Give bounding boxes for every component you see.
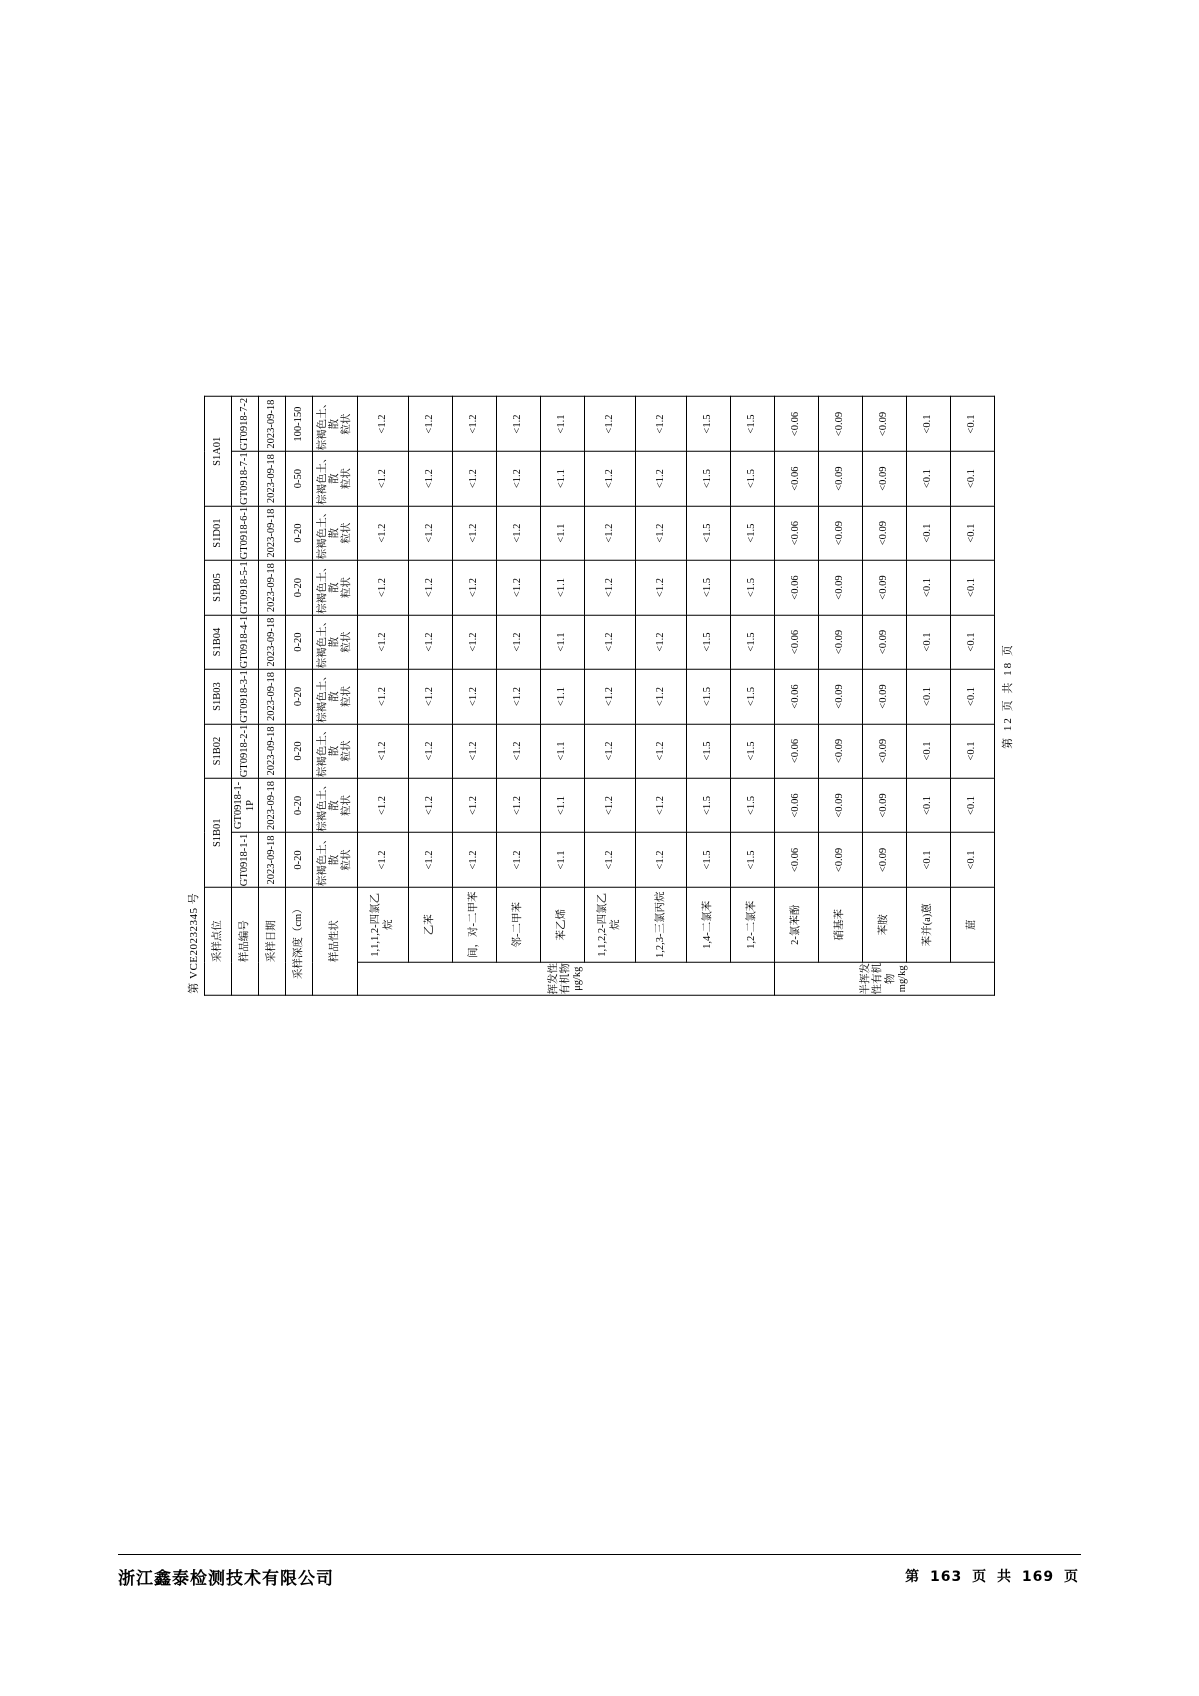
- result-value: <1.2: [584, 778, 635, 832]
- state-line-1: 棕褐色土、散: [316, 670, 340, 723]
- group-line-1: 挥发性: [547, 963, 559, 995]
- header-row-depth: [285, 397, 312, 996]
- result-value: <0.09: [862, 778, 906, 832]
- result-value: <1.2: [408, 451, 452, 505]
- result-value: <1.2: [452, 506, 496, 560]
- result-value: <1.5: [730, 451, 774, 505]
- result-value: <0.1: [950, 669, 994, 723]
- result-value: <1.2: [584, 506, 635, 560]
- result-value: <1.5: [730, 397, 774, 452]
- result-value: <0.06: [774, 833, 818, 887]
- state-line-2: 粒状: [340, 686, 352, 708]
- result-value: <1.2: [635, 778, 686, 832]
- analyte-name: 1,2-二氯苯: [730, 887, 774, 962]
- result-value: <1.2: [496, 451, 540, 505]
- result-value: <1.2: [408, 615, 452, 669]
- analyte-name: 1,4-二氯苯: [686, 887, 730, 962]
- state-line-1: 棕褐色土、散: [316, 506, 340, 560]
- result-value: <1.2: [496, 506, 540, 560]
- state-line-1: 棕褐色土、散: [316, 561, 340, 614]
- point-s1b03: S1B03: [204, 669, 231, 723]
- result-value: <0.1: [906, 506, 950, 560]
- analyte-name: 苯并(a)蒽: [906, 887, 950, 962]
- result-value: <0.1: [950, 833, 994, 887]
- result-value: <0.1: [950, 506, 994, 560]
- result-value: <0.1: [906, 451, 950, 505]
- state-line-2: 粒状: [340, 740, 352, 762]
- sample-no-5: GT0918-4-1: [231, 615, 258, 669]
- result-value: <1.2: [357, 397, 408, 452]
- state-line-2: 粒状: [340, 577, 352, 599]
- result-value: <1.2: [635, 397, 686, 452]
- state-line-2: 粒状: [340, 849, 352, 871]
- result-value: <0.1: [906, 778, 950, 832]
- date-3: 2023-09-18: [258, 724, 285, 778]
- row-header-state: 样品性状: [312, 887, 357, 995]
- result-value: <1.5: [686, 669, 730, 723]
- result-value: <1.2: [452, 397, 496, 452]
- result-value: <1.2: [452, 669, 496, 723]
- result-value: <0.06: [774, 724, 818, 778]
- point-s1b05: S1B05: [204, 560, 231, 614]
- sample-no-3: GT0918-2-1: [231, 724, 258, 778]
- result-value: <1.2: [584, 724, 635, 778]
- point-s1a01: S1A01: [204, 397, 231, 506]
- state-line-1: 棕褐色土、散: [316, 452, 340, 505]
- result-value: <1.2: [452, 724, 496, 778]
- result-value: <1.5: [730, 615, 774, 669]
- row-header-depth: 采样深度（cm）: [285, 887, 312, 995]
- group-line-2: 性有机: [871, 963, 883, 995]
- analyte-name: 间，对-二甲苯: [452, 887, 496, 962]
- result-value: <1.2: [584, 451, 635, 505]
- table-row: [906, 397, 950, 996]
- analyte-name: 苯乙烯: [540, 887, 584, 962]
- result-value: <1.2: [635, 833, 686, 887]
- sample-no-1: GT0918-1-1: [231, 833, 258, 887]
- result-value: <1.2: [496, 724, 540, 778]
- result-value: <0.1: [950, 778, 994, 832]
- table-row: [774, 397, 818, 996]
- sample-results-table: [204, 396, 995, 996]
- result-value: <0.09: [862, 615, 906, 669]
- analyte-name: 1,1,1,2-四氯乙烷: [357, 887, 408, 962]
- result-value: <1.2: [496, 615, 540, 669]
- result-value: <1.2: [408, 397, 452, 452]
- analyte-name: 1,1,2,2-四氯乙烷: [584, 887, 635, 962]
- result-value: <0.1: [906, 669, 950, 723]
- group-label-svoc: [774, 962, 994, 995]
- depth-9: 100-150: [285, 397, 312, 452]
- result-value: <1.2: [584, 560, 635, 614]
- state-line-1: 棕褐色土、散: [316, 615, 340, 669]
- result-value: <1.5: [686, 560, 730, 614]
- depth-6: 0-20: [285, 560, 312, 614]
- table-row: [818, 397, 862, 996]
- result-value: <1.1: [540, 724, 584, 778]
- result-value: <1.5: [686, 615, 730, 669]
- page-note: 第 12 页 共 18 页: [1001, 643, 1014, 749]
- analyte-name: 苯胺: [862, 887, 906, 962]
- state-3: [312, 724, 357, 778]
- date-8: 2023-09-18: [258, 451, 285, 505]
- state-line-1: 棕褐色土、散: [316, 397, 340, 451]
- result-value: <1.1: [540, 451, 584, 505]
- result-value: <1.5: [686, 724, 730, 778]
- result-value: <0.09: [862, 724, 906, 778]
- result-value: <1.2: [357, 669, 408, 723]
- date-9: 2023-09-18: [258, 397, 285, 452]
- result-value: <1.2: [357, 615, 408, 669]
- result-value: <0.06: [774, 669, 818, 723]
- header-row-state: [312, 397, 357, 996]
- row-header-date: 采样日期: [258, 887, 285, 995]
- result-value: <1.1: [540, 397, 584, 452]
- page-footer: [0, 1554, 1199, 1600]
- table-row: [635, 397, 686, 996]
- result-value: <1.2: [496, 560, 540, 614]
- result-value: <1.5: [730, 560, 774, 614]
- group-line-4: mg/kg: [896, 965, 908, 993]
- page-suffix: 页: [1064, 1569, 1079, 1585]
- group-line-1: 半挥发: [859, 963, 871, 995]
- result-value: <0.09: [818, 778, 862, 832]
- point-s1b04: S1B04: [204, 615, 231, 669]
- result-value: <1.2: [408, 560, 452, 614]
- result-value: <1.5: [686, 397, 730, 452]
- result-value: <0.06: [774, 451, 818, 505]
- state-line-2: 粒状: [340, 631, 352, 653]
- result-value: <1.2: [584, 669, 635, 723]
- result-value: <1.5: [730, 833, 774, 887]
- state-9: [312, 397, 357, 452]
- group-line-2: 有机物: [559, 963, 571, 995]
- result-value: <0.09: [862, 833, 906, 887]
- footer-pagination: [903, 1566, 1081, 1586]
- result-value: <1.2: [357, 451, 408, 505]
- result-value: <1.2: [635, 615, 686, 669]
- analyte-name: 乙苯: [408, 887, 452, 962]
- result-value: <1.2: [357, 778, 408, 832]
- point-s1d01: S1D01: [204, 506, 231, 560]
- footer-company-name: 浙江鑫泰检测技术有限公司: [118, 1569, 334, 1589]
- group-line-3: μg/kg: [571, 966, 583, 991]
- page-mid: 页: [972, 1569, 988, 1585]
- table-row: [862, 397, 906, 996]
- table-row: [950, 397, 994, 996]
- page-prefix: 第: [905, 1569, 921, 1585]
- analyte-name: 硝基苯: [818, 887, 862, 962]
- depth-8: 0-50: [285, 451, 312, 505]
- result-value: <0.1: [906, 833, 950, 887]
- state-line-1: 棕褐色土、散: [316, 779, 340, 832]
- date-2: 2023-09-18: [258, 778, 285, 832]
- footer-divider: [118, 1554, 1081, 1555]
- page-number: 163: [930, 1569, 963, 1585]
- result-value: <0.09: [818, 833, 862, 887]
- result-value: <0.06: [774, 560, 818, 614]
- state-line-2: 粒状: [340, 413, 352, 435]
- depth-2: 0-20: [285, 778, 312, 832]
- date-4: 2023-09-18: [258, 669, 285, 723]
- table-row: [357, 397, 408, 996]
- state-1: [312, 833, 357, 887]
- result-value: <1.2: [635, 669, 686, 723]
- result-value: <1.2: [452, 833, 496, 887]
- result-value: <1.2: [408, 669, 452, 723]
- result-value: <0.09: [818, 560, 862, 614]
- row-header-sample-no: 样品编号: [231, 887, 258, 995]
- analyte-name: 邻-二甲苯: [496, 887, 540, 962]
- result-value: <0.09: [862, 560, 906, 614]
- result-value: <0.09: [818, 724, 862, 778]
- result-value: <1.2: [584, 615, 635, 669]
- result-value: <0.09: [818, 669, 862, 723]
- table-row: [686, 397, 730, 996]
- table-row: [584, 397, 635, 996]
- result-value: <1.2: [496, 778, 540, 832]
- report-table-block: [185, 396, 1015, 996]
- result-value: <1.5: [730, 669, 774, 723]
- result-value: <1.2: [635, 560, 686, 614]
- row-header-point: 采样点位: [204, 887, 231, 995]
- result-value: <1.1: [540, 669, 584, 723]
- header-row-sample-no: [231, 397, 258, 996]
- sample-no-2: GT0918-1-1P: [231, 778, 258, 832]
- analyte-name: 䓛: [950, 887, 994, 962]
- result-value: <0.1: [906, 615, 950, 669]
- result-value: <1.5: [686, 451, 730, 505]
- result-value: <1.5: [686, 833, 730, 887]
- date-6: 2023-09-18: [258, 560, 285, 614]
- state-line-1: 棕褐色土、散: [316, 833, 340, 887]
- header-row-date: [258, 397, 285, 996]
- result-value: <0.09: [818, 397, 862, 452]
- point-s1b02: S1B02: [204, 724, 231, 778]
- result-value: <1.5: [730, 778, 774, 832]
- result-value: <1.2: [408, 506, 452, 560]
- table-row: [452, 397, 496, 996]
- result-value: <1.1: [540, 506, 584, 560]
- result-value: <1.2: [408, 778, 452, 832]
- result-value: <1.2: [357, 560, 408, 614]
- result-value: <0.1: [906, 724, 950, 778]
- analyte-name: 1,2,3-三氯丙烷: [635, 887, 686, 962]
- result-value: <0.1: [950, 397, 994, 452]
- state-7: [312, 506, 357, 560]
- sample-no-9: GT0918-7-2: [231, 397, 258, 452]
- result-value: <1.1: [540, 615, 584, 669]
- state-4: [312, 669, 357, 723]
- result-value: <1.2: [452, 778, 496, 832]
- document-id: 第 VCE20232345 号: [187, 892, 200, 994]
- result-value: <0.06: [774, 397, 818, 452]
- result-value: <1.5: [730, 506, 774, 560]
- state-2: [312, 778, 357, 832]
- table-row: [496, 397, 540, 996]
- result-value: <0.1: [950, 615, 994, 669]
- table-row: [408, 397, 452, 996]
- result-value: <1.2: [357, 506, 408, 560]
- sample-no-8: GT0918-7-1: [231, 451, 258, 505]
- result-value: <0.09: [818, 615, 862, 669]
- analyte-name: 2-氯苯酚: [774, 887, 818, 962]
- result-value: <1.2: [357, 833, 408, 887]
- depth-1: 0-20: [285, 833, 312, 887]
- result-value: <1.1: [540, 560, 584, 614]
- result-value: <0.06: [774, 506, 818, 560]
- state-line-2: 粒状: [340, 522, 352, 544]
- depth-3: 0-20: [285, 724, 312, 778]
- group-label-voc: [357, 962, 774, 995]
- date-1: 2023-09-18: [258, 833, 285, 887]
- result-value: <1.2: [408, 833, 452, 887]
- result-value: <0.09: [862, 451, 906, 505]
- result-value: <1.2: [452, 451, 496, 505]
- sample-no-6: GT0918-5-1: [231, 560, 258, 614]
- result-value: <0.09: [818, 506, 862, 560]
- result-value: <1.5: [730, 724, 774, 778]
- date-7: 2023-09-18: [258, 506, 285, 560]
- result-value: <0.1: [950, 724, 994, 778]
- state-line-2: 粒状: [340, 468, 352, 490]
- result-value: <1.2: [408, 724, 452, 778]
- result-value: <1.2: [496, 833, 540, 887]
- result-value: <1.2: [452, 560, 496, 614]
- result-value: <0.1: [906, 560, 950, 614]
- result-value: <0.09: [862, 669, 906, 723]
- sample-no-4: GT0918-3-1: [231, 669, 258, 723]
- result-value: <1.2: [584, 397, 635, 452]
- result-value: <1.5: [686, 506, 730, 560]
- result-value: <1.2: [635, 724, 686, 778]
- sample-no-7: GT0918-6-1: [231, 506, 258, 560]
- result-value: <1.2: [496, 669, 540, 723]
- result-value: <1.1: [540, 778, 584, 832]
- table-row: [540, 397, 584, 996]
- total-prefix: 共: [997, 1569, 1013, 1585]
- depth-7: 0-20: [285, 506, 312, 560]
- result-value: <0.06: [774, 778, 818, 832]
- result-value: <1.2: [635, 506, 686, 560]
- state-line-2: 粒状: [340, 795, 352, 817]
- result-value: <1.2: [452, 615, 496, 669]
- result-value: <1.1: [540, 833, 584, 887]
- result-value: <1.2: [496, 397, 540, 452]
- point-s1b01: S1B01: [204, 778, 231, 887]
- result-value: <0.1: [950, 451, 994, 505]
- header-row-point: [204, 397, 231, 996]
- result-value: <1.2: [357, 724, 408, 778]
- state-5: [312, 615, 357, 669]
- table-row: [730, 397, 774, 996]
- date-5: 2023-09-18: [258, 615, 285, 669]
- state-line-1: 棕褐色土、散: [316, 724, 340, 778]
- depth-4: 0-20: [285, 669, 312, 723]
- result-value: <1.2: [584, 833, 635, 887]
- result-value: <0.1: [950, 560, 994, 614]
- state-8: [312, 451, 357, 505]
- total-pages: 169: [1021, 1569, 1055, 1585]
- result-value: <0.09: [862, 506, 906, 560]
- result-value: <1.5: [686, 778, 730, 832]
- result-value: <0.09: [862, 397, 906, 452]
- result-value: <0.09: [818, 451, 862, 505]
- state-6: [312, 560, 357, 614]
- group-line-3: 物: [884, 973, 895, 985]
- depth-5: 0-20: [285, 615, 312, 669]
- result-value: <0.1: [906, 397, 950, 452]
- result-value: <1.2: [635, 451, 686, 505]
- result-value: <0.06: [774, 615, 818, 669]
